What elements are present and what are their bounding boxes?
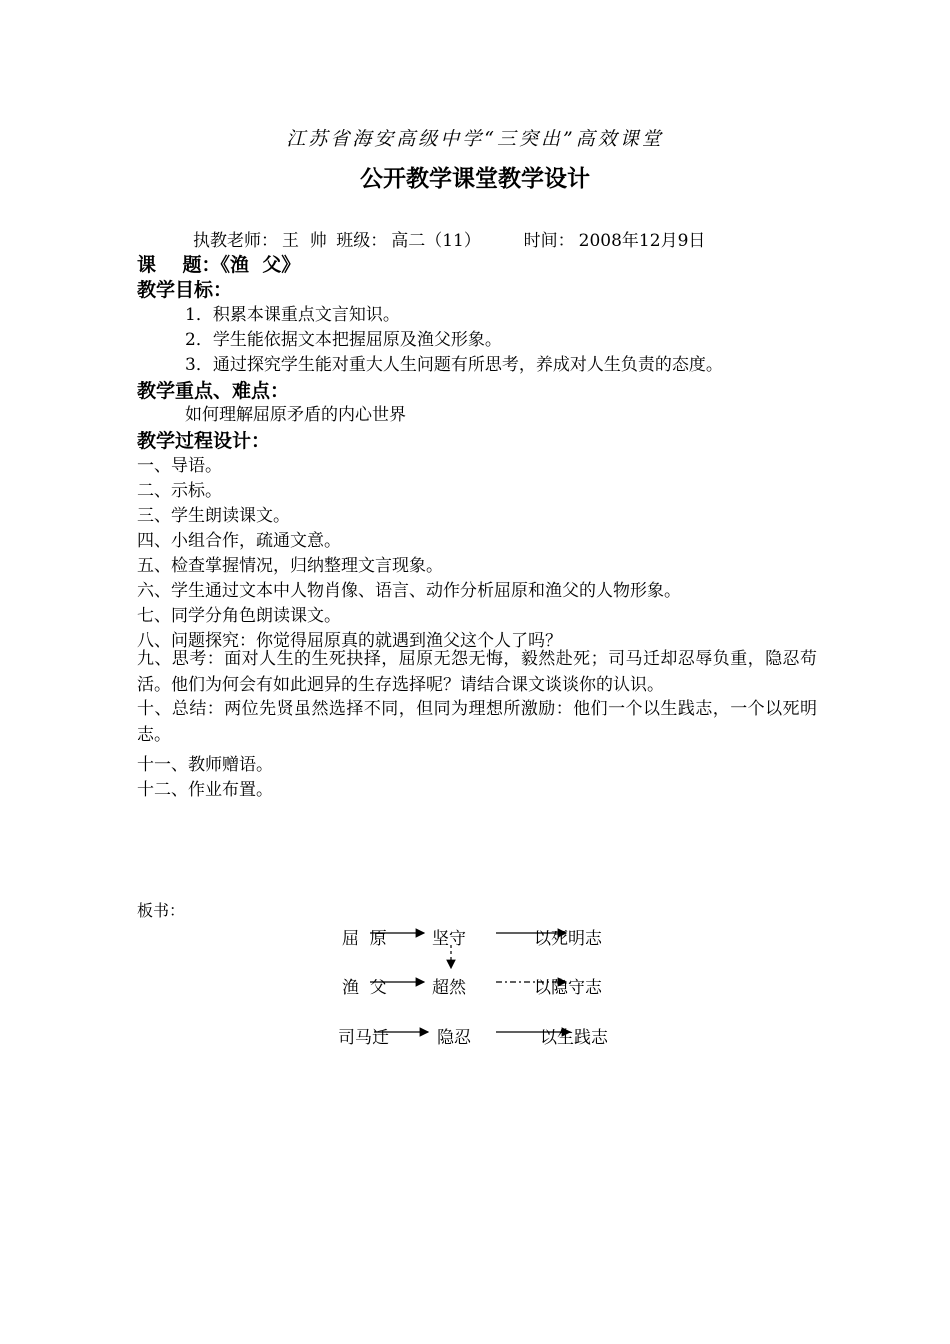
board-person: 渔 父 — [342, 978, 387, 998]
board-attitude: 隐忍 — [437, 1028, 471, 1048]
process-step: 六、学生通过文本中人物肖像、语言、动作分析屈原和渔父的人物形象。 — [137, 581, 681, 601]
time-value: 2008年12月9日 — [578, 231, 706, 251]
process-step: 五、检查掌握情况，归纳整理文言现象。 — [137, 556, 443, 576]
board-attitude: 超然 — [432, 978, 466, 998]
process-step: 十、总结：两位先贤虽然选择不同，但同为理想所激励：他们一个以生践志，一个以死明志。 — [137, 699, 817, 745]
objectives-heading: 教学目标： — [137, 279, 233, 301]
process-step: 二、示标。 — [137, 481, 222, 501]
process-step: 九、思考：面对人生的生死抉择，屈原无怨无悔，毅然赴死；司马迁却忍辱负重，隐忍苟活。他们为何会有如此迥异的生存选择呢？请结合课文谈谈你的认识。 — [137, 649, 817, 695]
board-person: 屈 原 — [342, 929, 387, 949]
process-step: 四、小组合作，疏通文意。 — [137, 531, 341, 551]
process-step: 八、问题探究：你觉得屈原真的就遇到渔父这个人了吗？ — [137, 631, 562, 651]
board-result: 以隐守志 — [534, 978, 602, 998]
teacher-label: 执教老师： — [193, 231, 278, 251]
process-step: 一、导语。 — [137, 456, 222, 476]
class-value: 高二（11） — [391, 231, 481, 251]
board-result: 以死明志 — [534, 929, 602, 949]
class-label: 班级： — [336, 231, 388, 251]
document-title: 公开教学课堂教学设计 — [360, 166, 590, 192]
board-attitude: 坚守 — [432, 929, 466, 949]
keypoints-text: 如何理解屈原矛盾的内心世界 — [185, 405, 406, 425]
board-result: 以生践志 — [540, 1028, 608, 1048]
objective-item: 2．学生能依据文本把握屈原及渔父形象。 — [185, 330, 502, 350]
process-step: 七、同学分角色朗读课文。 — [137, 606, 341, 626]
teacher-name: 王 帅 — [282, 231, 327, 251]
school-header: 江苏省海安高级中学“三突出”高效课堂 — [286, 128, 664, 150]
time-label: 时间： — [523, 231, 575, 251]
process-step: 十一、教师赠语。 — [137, 755, 273, 775]
objective-item: 1．积累本课重点文言知识。 — [185, 305, 400, 325]
keypoints-heading: 教学重点、难点： — [137, 380, 290, 402]
process-step: 三、学生朗读课文。 — [137, 506, 290, 526]
process-heading: 教学过程设计： — [137, 430, 271, 452]
board-person: 司马迁 — [338, 1028, 389, 1048]
objective-item: 3．通过探究学生能对重大人生问题有所思考，养成对人生负责的态度。 — [185, 355, 723, 375]
process-step: 十二、作业布置。 — [137, 780, 273, 800]
topic-heading: 课 题：《渔 父》 — [137, 254, 301, 276]
board-label: 板书： — [137, 901, 186, 920]
